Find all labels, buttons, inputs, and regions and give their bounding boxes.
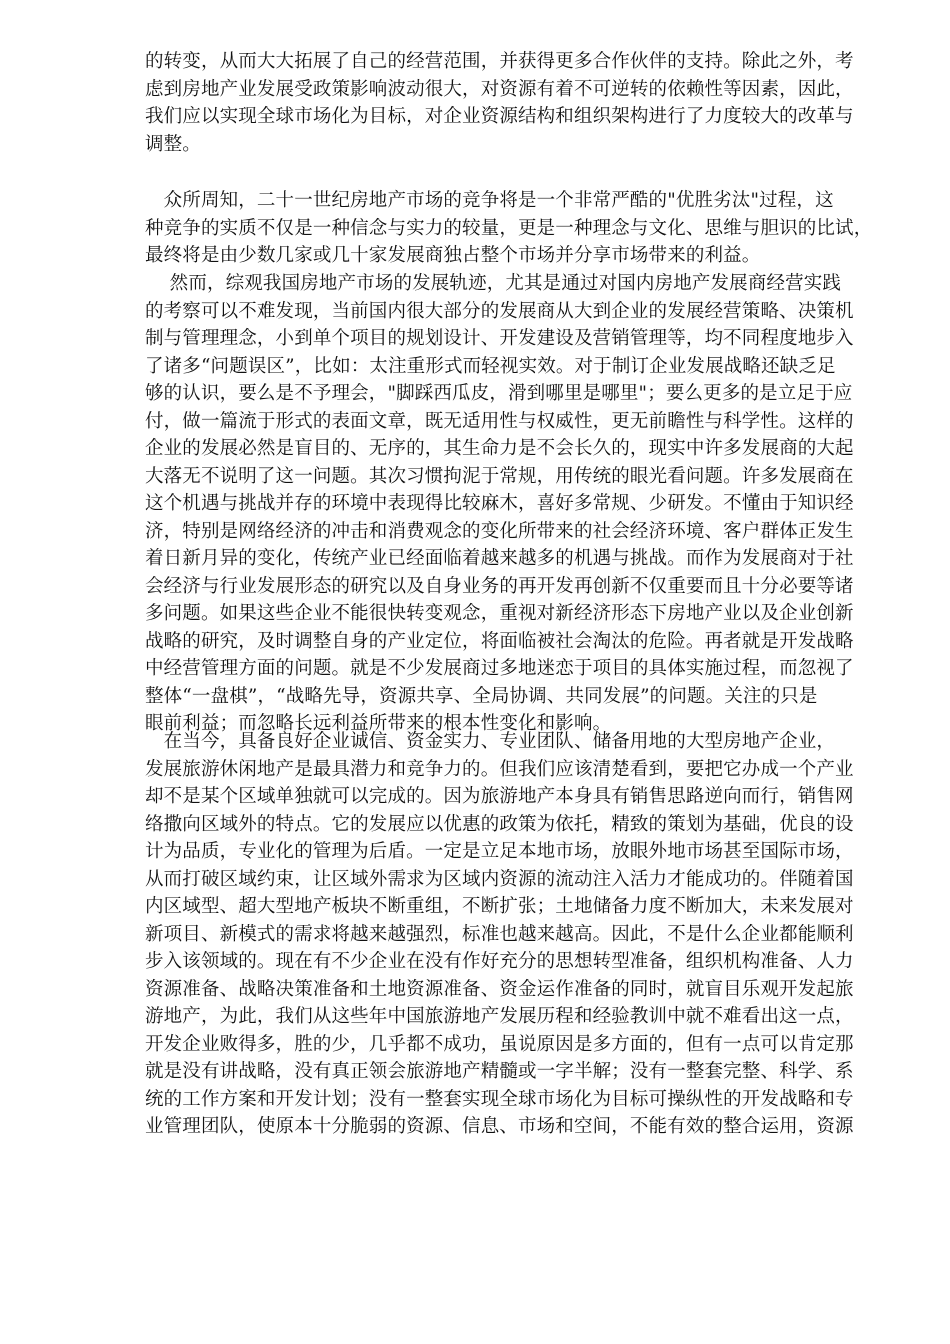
text-line: 战略的研究，及时调整自身的产业定位，将面临被社会淘汰的危险。再者就是开发战略 — [145, 630, 854, 652]
text-line: 眼前利益；而忽略长远利益所带来的根本性变化和影响。 — [145, 713, 612, 734]
text-line: 业管理团队，使原本十分脆弱的资源、信息、市场和空间，不能有效的整合运用，资源 — [145, 1116, 854, 1137]
text-line: 这个机遇与挑战并存的环境中表现得比较麻木，喜好多常规、少研发。不懂由于知识经 — [145, 493, 854, 514]
text-line: 整体“一盘棋”，“战略先导，资源共享、全局协调、共同发展”的问题。关注的只是 — [145, 685, 818, 707]
text-line: 在当今，具备良好企业诚信、资金实力、专业团队、储备用地的大型房地产企业， — [145, 731, 836, 752]
text-line: 制与管理理念，小到单个项目的规划设计、开发建设及营销管理等，均不同程度地步入 — [145, 328, 854, 349]
text-line: 中经营管理方面的问题。就是不少发展商过多地迷恋于项目的具体实施过程，而忽视了 — [145, 658, 854, 679]
text-line: 的考察可以不难发现，当前国内很大部分的发展商从大到企业的发展经营策略、决策机 — [145, 300, 854, 322]
text-line: 着日新月异的变化，传统产业已经面临着越来越多的机遇与挑战。而作为发展商对于社 — [145, 548, 854, 569]
text-line: 最终将是由少数几家或几十家发展商独占整个市场并分享市场带来的利益。 — [145, 245, 761, 266]
text-line: 虑到房地产业发展受政策影响波动很大，对资源有着不可逆转的依赖性等因素，因此， — [145, 78, 854, 100]
text-line: 步入该领域的。现在有不少企业在没有作好充分的思想转型准备，组织机构准备、人力 — [145, 951, 854, 972]
text-line: 济，特别是网络经济的冲击和消费观念的变化所带来的社会经济环境、客户群体正发生 — [145, 520, 854, 542]
text-line: 会经济与行业发展形态的研究以及自身业务的再开发再创新不仅重要而且十分必要等诸 — [145, 575, 854, 597]
text-line: 了诸多“问题误区”，比如：太注重形式而轻视实效。对于制订企业发展战略还缺乏足 — [145, 355, 836, 377]
text-line: 统的工作方案和开发计划；没有一整套实现全球市场化为目标可操纵性的开发战略和专 — [145, 1088, 854, 1110]
text-line: 付，做一篇流于形式的表面文章，既无适用性与权威性，更无前瞻性与科学性。这样的 — [145, 410, 854, 432]
paragraph-1 — [145, 48, 882, 158]
paragraph-4 — [145, 728, 882, 1141]
text-line: 资源准备、战略决策准备和土地资源准备、资金运作准备的同时，就盲目乐观开发起旅 — [145, 978, 854, 1000]
paragraph-2 — [145, 187, 882, 270]
text-line: 开发企业败得多，胜的少，几乎都不成功，虽说原因是多方面的，但有一点可以肯定那 — [145, 1033, 854, 1055]
text-line: 调整。 — [145, 133, 201, 155]
text-line: 大落无不说明了这一问题。其次习惯拘泥于常规，用传统的眼光看问题。许多发展商在 — [145, 465, 854, 487]
text-line: 众所周知，二十一世纪房地产市场的竞争将是一个非常严酷的"优胜劣汰"过程，这 — [145, 190, 834, 211]
text-line: 计为品质，专业化的管理为后盾。一定是立足本地市场，放眼外地市场甚至国际市场， — [145, 841, 854, 862]
text-line: 多问题。如果这些企业不能很快转变观念，重视对新经济形态下房地产业以及企业创新 — [145, 603, 854, 624]
text-line: 就是没有讲战略，没有真正领会旅游地产精髓或一字半解；没有一整套完整、科学、系 — [145, 1061, 854, 1082]
text-line: 发展旅游休闲地产是最具潜力和竞争力的。但我们应该清楚看到，要把它办成一个产业 — [145, 758, 854, 780]
paragraph-3 — [145, 270, 882, 738]
text-line: 新项目、新模式的需求将越来越强烈，标准也越来越高。因此，不是什么企业都能顺利 — [145, 923, 854, 945]
text-line: 却不是某个区域单独就可以完成的。因为旅游地产本身具有销售思路逆向而行，销售网 — [145, 786, 854, 807]
text-line: 内区域型、超大型地产板块不断重组，不断扩张；土地储备力度不断加大，未来发展对 — [145, 896, 854, 917]
text-line: 我们应以实现全球市场化为目标，对企业资源结构和组织架构进行了力度较大的改革与 — [145, 106, 854, 127]
text-line: 络撒向区域外的特点。它的发展应以优惠的政策为依托，精致的策划为基础，优良的设 — [145, 813, 854, 835]
text-line: 够的认识，要么是不予理会，"脚踩西瓜皮，滑到哪里是哪里"；要么更多的是立足于应 — [145, 383, 853, 404]
text-line: 的转变，从而大大拓展了自己的经营范围，并获得更多合作伙伴的支持。除此之外，考 — [145, 51, 854, 72]
text-line: 游地产，为此，我们从这些年中国旅游地产发展历程和经验教训中就不难看出这一点， — [145, 1006, 854, 1027]
text-line: 种竞争的实质不仅是一种信念与实力的较量，更是一种理念与文化、思维与胆识的比试， — [145, 217, 873, 239]
text-line: 然而，综观我国房地产市场的发展轨迹，尤其是通过对国内房地产发展商经营实践 — [145, 273, 842, 294]
text-line: 企业的发展必然是盲目的、无序的，其生命力是不会长久的，现实中许多发展商的大起 — [145, 438, 854, 459]
text-line: 从而打破区域约束，让区域外需求为区域内资源的流动注入活力才能成功的。伴随着国 — [145, 868, 854, 890]
